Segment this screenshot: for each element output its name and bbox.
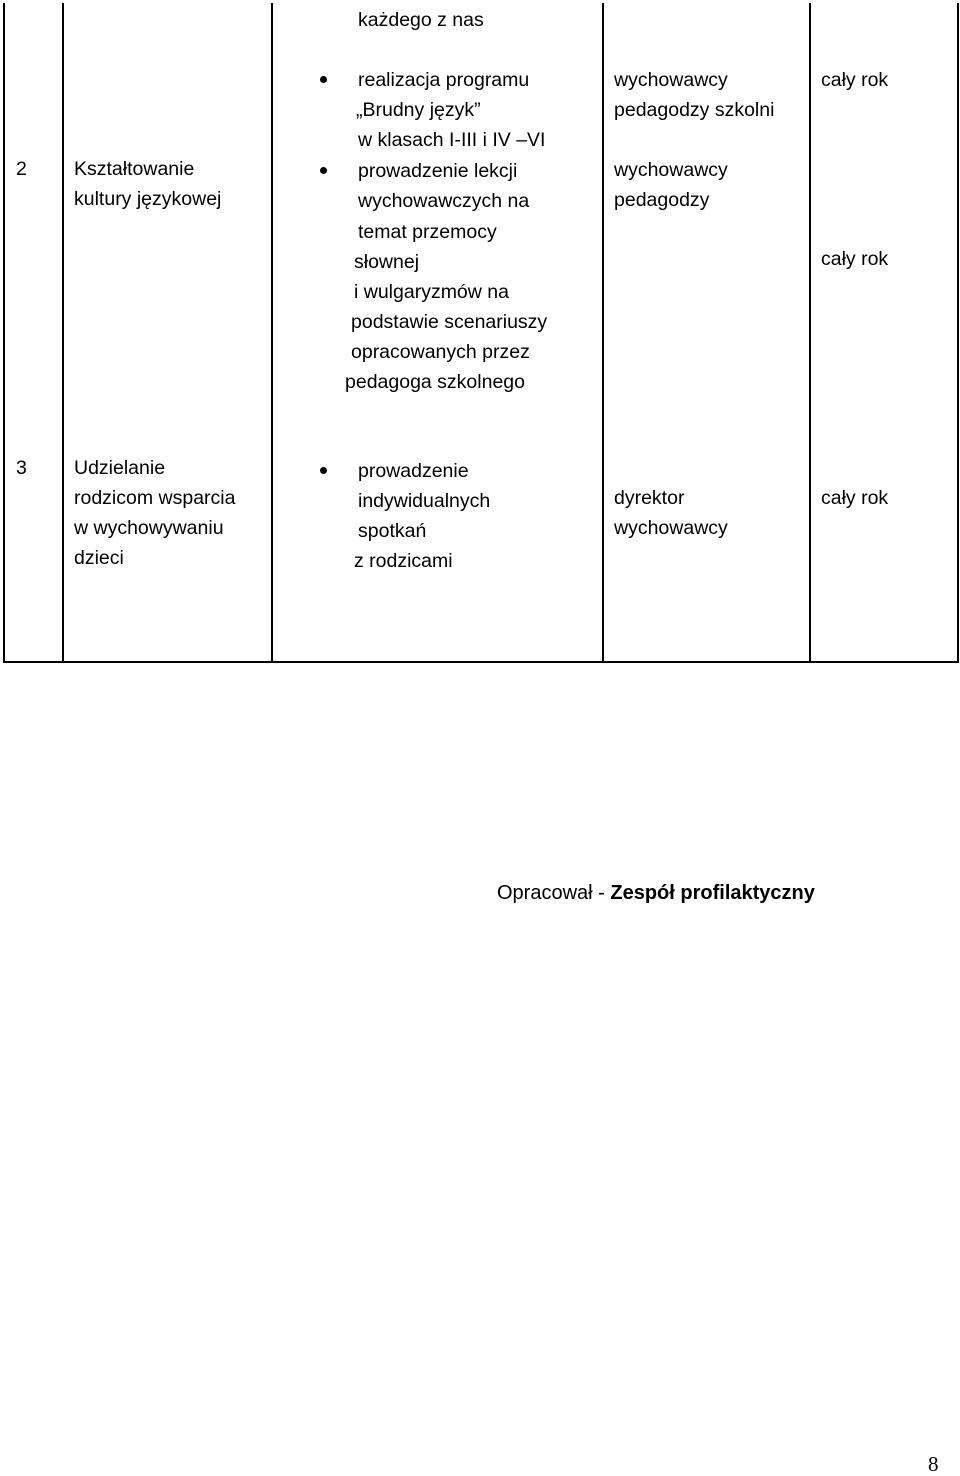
task-line: i wulgaryzmów na [354,281,509,303]
task-line: słownej [354,251,420,273]
task-line: pedagoga szkolnego [345,371,525,393]
goal-line: dzieci [74,547,124,569]
goal-cell [74,453,235,573]
footer-credit [497,878,815,908]
goal-cell [74,154,221,214]
goal-line: rodzicom wsparcia [74,487,236,509]
task-line: wychowawczych na [358,190,530,212]
page-number: 8 [928,1452,939,1476]
task-line: indywidualnych [358,490,491,512]
task-line: prowadzenie [358,460,469,482]
deadline-line: cały rok [821,487,889,509]
responsible-line: pedagodzy szkolni [614,99,775,121]
table-divider-col1 [62,3,64,663]
task-line: opracowanych przez [351,341,530,363]
task-line: w klasach I-III i IV –VI [358,129,546,151]
task-line: podstawie scenariuszy [351,311,548,333]
table-divider-col3 [602,3,604,663]
responsible-line: wychowawcy [614,159,728,181]
goal-line: w wychowywaniu [74,517,224,539]
goal-line: Kształtowanie [74,158,195,180]
footer-prefix: Opracował - [497,882,611,904]
task-line: spotkań [358,520,427,542]
table-border-right [957,3,959,663]
deadline-line: cały rok [821,248,889,270]
task-line: prowadzenie lekcji [358,160,518,182]
row-number: 3 [16,457,27,479]
footer-author: Zespół profilaktyczny [610,882,815,904]
bullet-icon [320,467,327,474]
responsible-line: pedagodzy [614,189,710,211]
bullet-icon [320,76,327,83]
table-border-left [3,3,5,663]
goal-line: kultury językowej [74,188,222,210]
table-border-bottom [3,661,959,663]
table-divider-col2 [271,3,273,663]
responsible-line: wychowawcy [614,517,728,539]
bullet-icon [320,167,327,174]
task-line: temat przemocy [358,221,497,243]
table-divider-col4 [809,3,811,663]
responsible-line: dyrektor [614,487,685,509]
deadline-line: cały rok [821,69,889,91]
task-line: realizacja programu [358,69,530,91]
task-line: z rodzicami [354,550,453,572]
responsible-line: wychowawcy [614,69,728,91]
row-number: 2 [16,158,27,180]
goal-line: Udzielanie [74,457,166,479]
continuation-goal-text: każdego z nas [358,9,484,31]
task-line: „Brudny język” [356,99,481,121]
